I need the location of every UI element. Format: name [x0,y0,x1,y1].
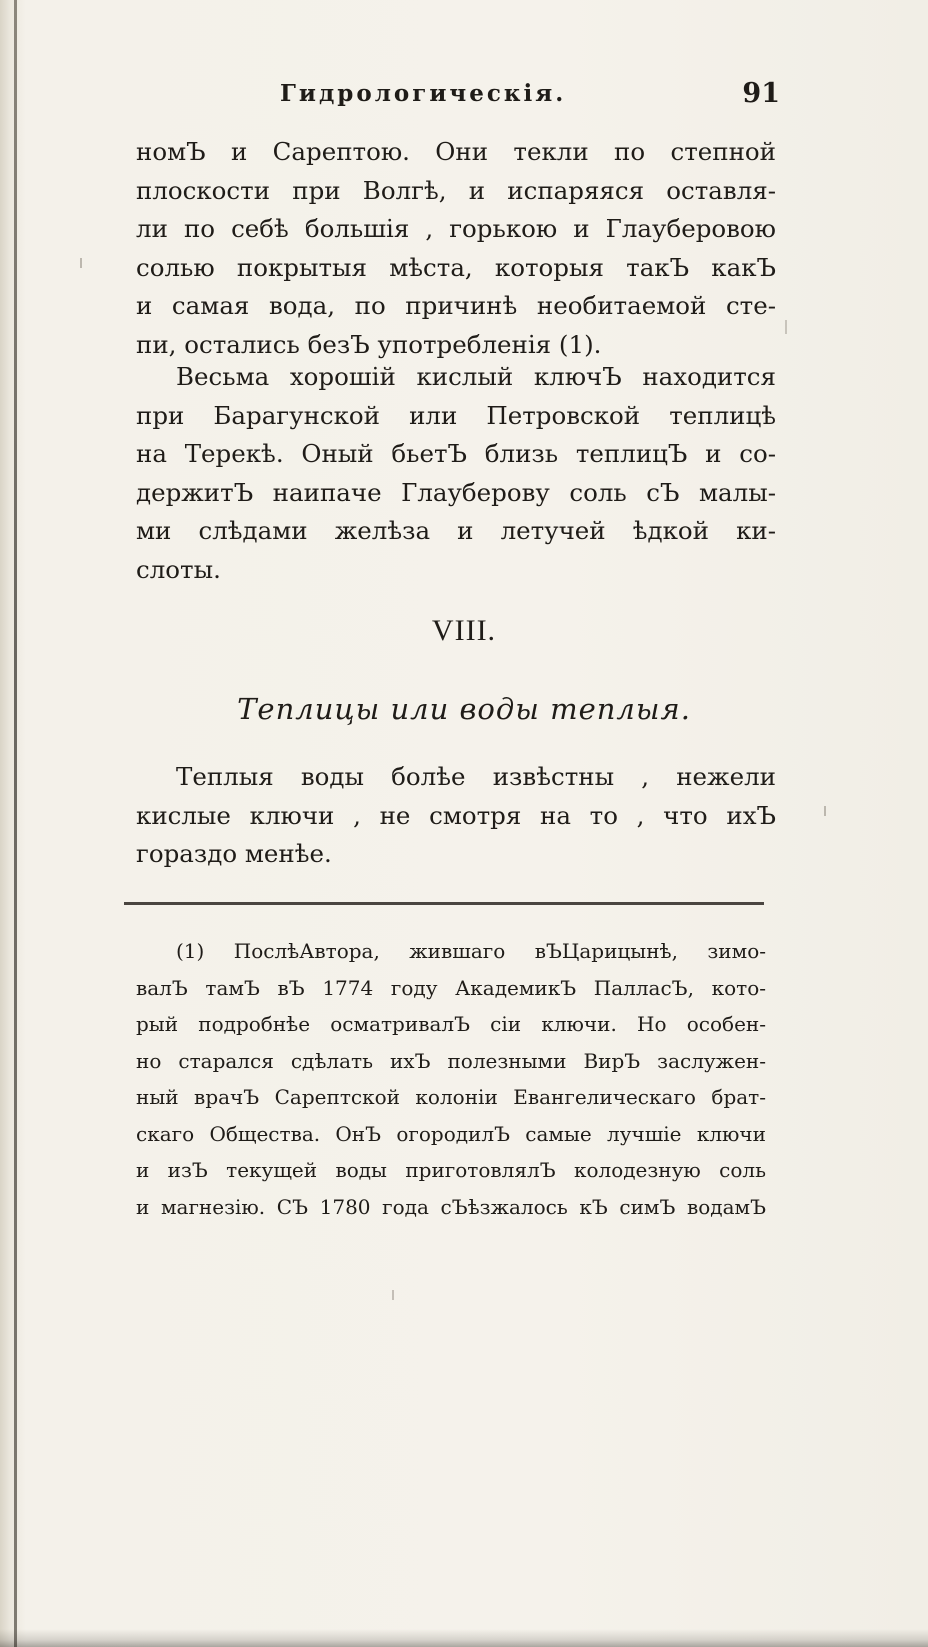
paragraph-2 [136,358,776,589]
page-number: 91 [742,78,780,109]
section-number: VIII. [431,614,497,647]
text-line: Весьма хорошій кислый ключЪ находится [176,362,776,391]
text-line: кислые ключи , не смотря на то , что ихЪ [136,800,776,830]
text-line: номЪ и Сарептою. Они текли по степной [136,137,776,166]
text-line: при Барагунской или Петровской теплицѣ [136,400,776,430]
text-line: слоты. [136,554,221,584]
page-header [130,80,780,116]
ink-speck [392,1290,394,1300]
text-line: ли по себѣ большія , горькою и Глауберовою [136,214,776,243]
text-line: ми слѣдами желѣза и летучей ѣдкой ки- [136,516,776,545]
text-line: плоскости при Волгѣ, и испаряяся оставля- [136,175,776,205]
text-line: солью покрытыя мѣста, которыя такЪ какЪ [136,252,776,282]
text-line: и самая вода, по причинѣ необитаемой сте- [136,291,776,320]
footnote-line: ный врачЪ Сарептской колоніи Евангелическаго брат- [136,1085,766,1109]
paragraph-1 [136,133,776,364]
footnote-line: (1) ПослѣАвтора, жившаго вЪЦарицынѣ, зимо- [176,939,766,963]
text-line: пи, остались безЪ употребленія (1). [136,329,602,359]
page-gutter-shadow [14,0,17,1647]
text-line: держитЪ наипаче Глауберову соль сЪ малы- [136,477,776,507]
paragraph-3 [136,758,776,874]
ink-speck [785,320,787,334]
section-title: Теплицы или воды теплыя. [237,692,691,726]
footnote-line: скаго Общества. ОнЪ огородилЪ самые лучшіе ключи [136,1121,766,1146]
page-bottom-edge [0,1629,928,1647]
footnote-divider [124,902,764,905]
footnote [136,933,766,1225]
footnote-line: и изЪ текущей воды приготовлялЪ колодезную соль [136,1158,766,1182]
footnote-line: рый подробнѣе осматривалЪ сіи ключи. Но особен- [136,1012,766,1036]
running-head: Гидрологическія. [280,80,567,107]
footnote-line: и магнезію. СЪ 1780 года сЪѣзжалось кЪ симЪ водамЪ [136,1194,766,1219]
footnote-line: валЪ тамЪ вЪ 1774 году АкадемикЪ ПалласЪ, кото- [136,975,766,1000]
ink-speck [80,258,82,268]
footnote-line: но старался сдѣлать ихЪ полезными ВирЪ заслужен- [136,1048,766,1073]
text-line: Теплыя воды болѣе извѣстны , нежели [176,762,776,791]
text-line: на Терекѣ. Оный бьетЪ близь теплицЪ и со- [136,439,776,468]
text-line: гораздо менѣе. [136,839,332,868]
ink-speck [824,806,826,816]
